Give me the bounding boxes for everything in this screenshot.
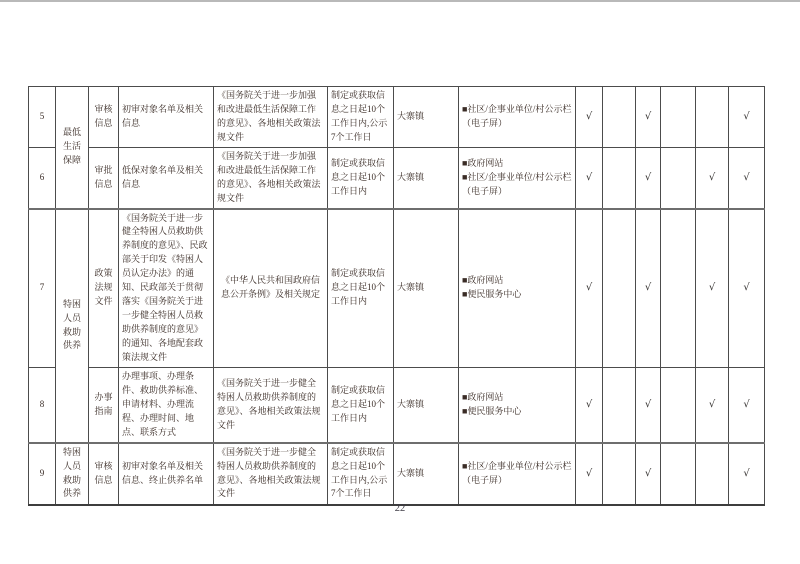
checkmark-cell: √ [729,147,765,208]
channel-item: ■便民服务中心 [462,405,522,416]
empty-check-cell [661,87,696,148]
basis-cell: 《国务院关于进一步加强和改进最低生活保障工作的意见》、各地相关政策法规文件 [214,87,328,148]
checkmark-cell: √ [729,367,765,442]
checkmark-cell: √ [636,209,661,368]
body-cell: 大寨镇 [394,87,459,148]
checkmark-cell: √ [696,209,729,368]
type-cell: 审核信息 [89,443,119,505]
channel-item: ■政府网站 [462,391,504,402]
channel-item: ■政府网站 [462,157,504,168]
num-cell: 7 [29,209,56,368]
content-cell: 《国务院关于进一步健全特困人员救助供养制度的意见》、民政部关于印发《特困人员认定办法》的通知、民政部关于贯彻落实《国务院关于进一步健全特困人员救助供养制度的意见》的通知、各地配套政策法规文件 [119,209,214,368]
num-cell: 8 [29,367,56,442]
channel-item: ■社区/企事业单位/村公示栏（电子屏） [462,103,572,128]
basis-cell: 《国务院关于进一步健全特困人员救助供养制度的意见》、各地相关政策法规文件 [214,367,328,442]
checkmark-cell: √ [636,367,661,442]
content-cell: 低保对象名单及相关信息 [119,147,214,208]
empty-check-cell [603,443,636,505]
checkmark-cell: √ [696,147,729,208]
empty-check-cell [696,87,729,148]
category-cell: 最低生活保障 [56,87,89,209]
checkmark-cell: √ [576,443,603,505]
body-cell: 大寨镇 [394,147,459,208]
channel-item: ■社区/企事业单位/村公示栏（电子屏） [462,171,572,196]
category-cell: 特困人员救助供养 [56,209,89,443]
checkmark-cell: √ [576,367,603,442]
channel-item: ■便民服务中心 [462,289,522,300]
checkmark-cell: √ [576,209,603,368]
checkmark-cell: √ [729,443,765,505]
checkmark-cell: √ [729,209,765,368]
table-row-8 [29,367,765,442]
body-cell: 大寨镇 [394,209,459,368]
type-cell: 审核信息 [89,87,119,148]
empty-check-cell [603,209,636,368]
checkmark-cell: √ [636,87,661,148]
checkmark-cell: √ [729,87,765,148]
empty-check-cell [661,443,696,505]
content-cell: 初审对象名单及相关信息 [119,87,214,148]
num-cell: 5 [29,87,56,148]
num-cell: 6 [29,147,56,208]
num-cell: 9 [29,443,56,505]
time-cell: 制定或获取信息之日起10个工作日内 [328,209,394,368]
disclosure-table [28,86,765,506]
time-cell: 制定或获取信息之日起10个工作日内,公示7个工作日 [328,87,394,148]
channel-cell [459,87,576,148]
type-cell: 办事指南 [89,367,119,442]
empty-check-cell [603,147,636,208]
content-cell: 初审对象名单及相关信息、终止供养名单 [119,443,214,505]
channel-cell [459,367,576,442]
empty-check-cell [661,209,696,368]
channel-item: ■社区/企事业单位/村公示栏（电子屏） [462,460,572,485]
empty-check-cell [603,87,636,148]
table-row-9 [29,443,765,505]
type-cell: 审批信息 [89,147,119,208]
body-cell: 大寨镇 [394,443,459,505]
checkmark-cell: √ [636,443,661,505]
time-cell: 制定或获取信息之日起10个工作日内 [328,147,394,208]
empty-check-cell [661,147,696,208]
table-row-7 [29,209,765,368]
content-cell: 办理事项、办理条件、救助供养标准、申请材料、办理流程、办理时间、地点、联系方式 [119,367,214,442]
page-number: 22 [394,503,406,514]
checkmark-cell: √ [576,147,603,208]
channel-item: ■政府网站 [462,275,504,286]
category-cell: 特困人员救助供养 [56,443,89,505]
channel-cell [459,443,576,505]
table-row-5 [29,87,765,148]
basis-cell: 《中华人民共和国政府信息公开条例》及相关规定 [214,209,328,368]
empty-check-cell [661,367,696,442]
checkmark-cell: √ [576,87,603,148]
empty-check-cell [603,367,636,442]
empty-check-cell [696,443,729,505]
table-row-6 [29,147,765,208]
disclosure-table-body [29,87,765,505]
channel-cell [459,147,576,208]
checkmark-cell: √ [696,367,729,442]
body-cell: 大寨镇 [394,367,459,442]
basis-cell: 《国务院关于进一步加强和改进最低生活保障工作的意见》、各地相关政策法规文件 [214,147,328,208]
type-cell: 政策法规文件 [89,209,119,368]
checkmark-cell: √ [636,147,661,208]
time-cell: 制定或获取信息之日起10个工作日内 [328,367,394,442]
time-cell: 制定或获取信息之日起10个工作日内,公示7个工作日 [328,443,394,505]
page-top-edge-line [0,0,800,2]
channel-cell [459,209,576,368]
basis-cell: 《国务院关于进一步健全特困人员救助供养制度的意见》、各地相关政策法规文件 [214,443,328,505]
